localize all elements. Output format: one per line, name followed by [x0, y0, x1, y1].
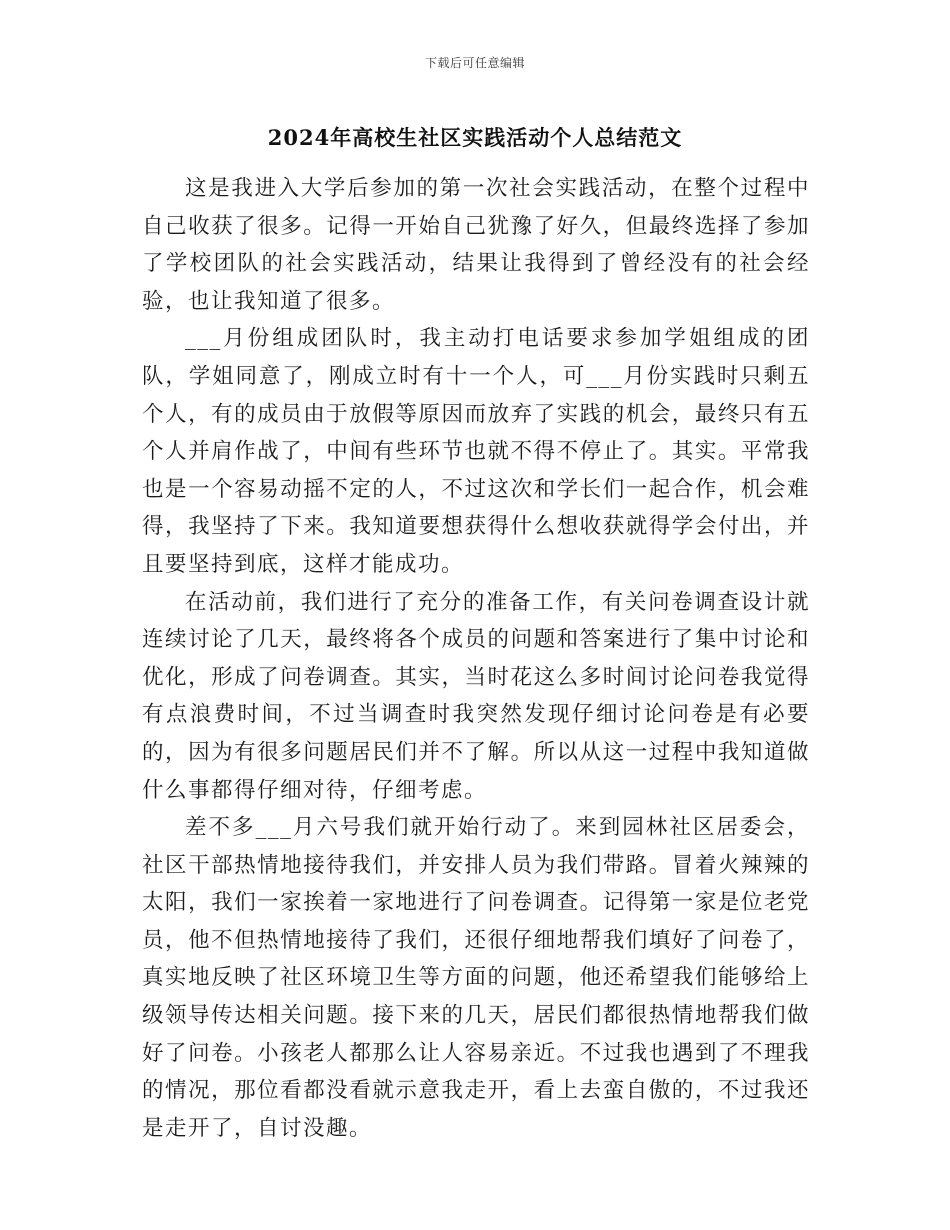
paragraph-1: 这是我进入大学后参加的第一次社会实践活动，在整个过程中自己收获了很多。记得一开始自己犹豫了好久，但最终选择了参加了学校团队的社会实践活动，结果让我得到了曾经没有的社会经验，也让我知道了很多。: [142, 176, 810, 314]
paragraph-4: 差不多___月六号我们就开始行动了。来到园林社区居委会，社区干部热情地接待我们，并安排人员为我们带路。冒着火辣辣的太阳，我们一家挨着一家地进行了问卷调查。记得第一家是位老党员，他不但热情地接待了我们，还很仔细地帮我们填好了问卷了，真实地反映了社区环境卫生等方面的问题，他还希望我们能够给上级领导传达相关问题。接下来的几天，居民们都很热情地帮我们做好了问卷。小孩老人都那么让人容易亲近。不过我也遇到了不理我的情况，那位看都没看就示意我走开，看上去蛮自傲的，不过我还是走开了，自讨没趣。: [142, 815, 810, 1141]
header-note: 下载后可任意编辑: [424, 56, 525, 70]
paragraph-2: ___月份组成团队时，我主动打电话要求参加学姐组成的团队，学姐同意了，刚成立时有十一个人，可___月份实践时只剩五个人，有的成员由于放假等原因而放弃了实践的机会，最终只有五个人并肩作战了，中间有些环节也就不得不停止了。其实。平常我也是一个容易动摇不定的人，不过这次和学长们一起合作，机会难得，我坚持了下来。我知道要想获得什么想收获就得学会付出，并且要坚持到底，这样才能成功。: [142, 326, 810, 577]
paragraph-3: 在活动前，我们进行了充分的准备工作，有关问卷调查设计就连续讨论了几天，最终将各个成员的问题和答案进行了集中讨论和优化，形成了问卷调查。其实，当时花这么多时间讨论问卷我觉得有点浪费时间，不过当调查时我突然发现仔细讨论问卷是有必要的，因为有很多问题居民们并不了解。所以从这一过程中我知道做什么事都得仔细对待，仔细考虑。: [142, 589, 810, 803]
document-body: [142, 170, 810, 1147]
document-title: 2024年高校生社区实践活动个人总结范文: [267, 125, 683, 150]
